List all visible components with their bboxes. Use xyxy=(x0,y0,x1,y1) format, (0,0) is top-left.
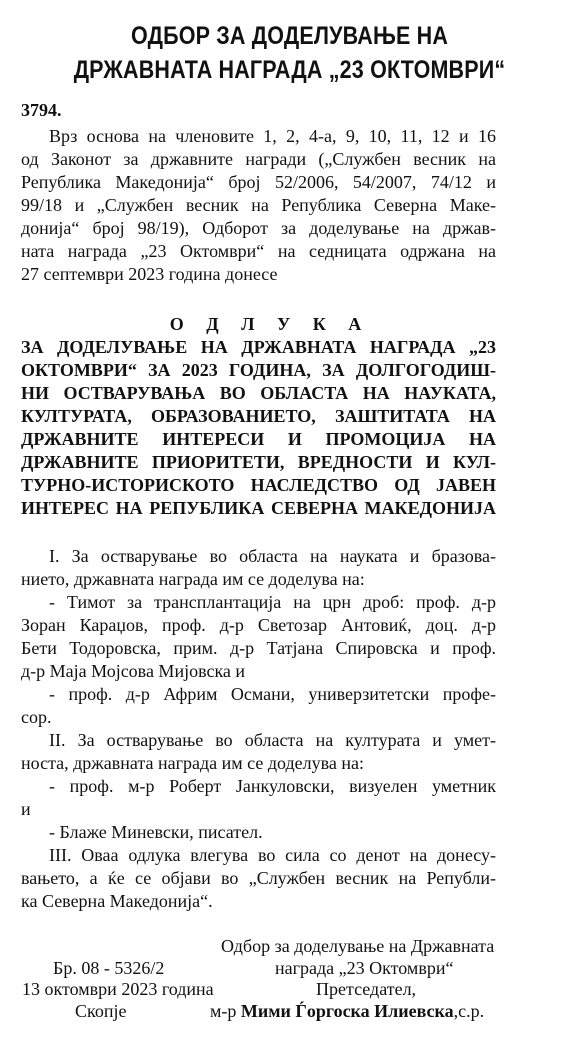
preamble-line-2: од Законот за државните награди („Службен весник на xyxy=(21,149,496,169)
decision-heading-line-3: НИ ОСТВАРУВАЊА ВО ОБЛАСТА НА НАУКАТА, xyxy=(21,383,496,403)
decision-heading-line-7: ТУРНО-ИСТОРИСКОТО НАСЛЕДСТВО ОД ЈАВЕН xyxy=(21,475,496,495)
decision-heading-line-4: КУЛТУРАТА, ОБРАЗОВАНИЕТО, ЗАШТИТАТА НА xyxy=(21,406,496,426)
section-2-line-2: носта, државната награда им се доделува на: xyxy=(21,753,364,773)
signature-role: Претседател, xyxy=(316,979,417,999)
section-3-line-3: ка Северна Македонија“. xyxy=(21,891,213,911)
section-2-line-1: II. За остварување во областа на културата и умет- xyxy=(49,730,496,750)
header-line-1: ОДБОР ЗА ДОДЕЛУВАЊЕ НА xyxy=(130,22,449,50)
signature-place: Скопје xyxy=(75,1001,127,1021)
signature-org-line-1: Одбор за доделување на Државната xyxy=(221,936,495,956)
section-1-item-2-line-2: сор. xyxy=(21,707,52,727)
document-number: 3794. xyxy=(21,100,62,120)
reference-number: Бр. 08 - 5326/2 xyxy=(53,958,165,978)
signer-name: Мими Ѓоргоска Илиевска xyxy=(240,1001,454,1021)
preamble-line-3: Република Македонија“ број 52/2006, 54/2007, 74/12 и xyxy=(21,172,496,192)
section-3-line-2: вањето, а ќе се објави во „Службен весник на Републи- xyxy=(21,868,496,888)
section-1-line-1: I. За остварување во областа на науката и бразова- xyxy=(49,546,496,566)
section-2-item-1-line-1: - проф. м-р Роберт Јанкуловски, визуелен уметник xyxy=(49,776,496,796)
decision-title: О Д Л У К А xyxy=(169,314,371,334)
header-line-2: ДРЖАВНАТА НАГРАДА „23 ОКТОМВРИ“ xyxy=(73,56,506,84)
section-1-item-1-line-4: д-р Маја Мојсова Мијовска и xyxy=(21,661,246,681)
section-1-item-2-line-1: - проф. д-р Африм Османи, универзитетски профе- xyxy=(49,684,496,704)
preamble-line-4: 99/18 и „Службен весник на Република Северна Маке- xyxy=(21,195,496,215)
signature-org-line-2: награда „23 Октомври“ xyxy=(275,958,454,978)
section-2-item-1-line-2: и xyxy=(21,799,31,819)
preamble-line-6: ната награда „23 Октомври“ на седницата одржана на xyxy=(21,241,496,261)
decision-heading-line-1: ЗА ДОДЕЛУВАЊЕ НА ДРЖАВНАТА НАГРАДА „23 xyxy=(21,337,496,357)
section-1-item-1-line-3: Бети Тодоровска, прим. д-р Татјана Спировска и проф. xyxy=(21,638,496,658)
section-1-line-2: нието, државната награда им се доделува на: xyxy=(21,569,365,589)
section-3-line-1: III. Оваа одлука влегува во сила со денот на донесу- xyxy=(49,845,496,865)
signature-signer xyxy=(210,1001,484,1022)
decision-heading-line-2: ОКТОМВРИ“ ЗА 2023 ГОДИНА, ЗА ДОЛГОГОДИШ- xyxy=(21,360,496,380)
section-1-item-1-line-1: - Тимот за трансплантација на црн дроб: проф. д-р xyxy=(49,592,496,612)
signer-suffix: ,с.р. xyxy=(453,1001,485,1021)
section-1-item-1-line-2: Зоран Караџов, проф. д-р Светозар Антовиќ, доц. д-р xyxy=(21,615,496,635)
preamble-line-1: Врз основа на членовите 1, 2, 4-а, 9, 10, 11, 12 и 16 xyxy=(49,126,496,146)
preamble-line-5: донија“ број 98/19), Одборот за доделување на држав- xyxy=(21,218,496,238)
decision-heading-line-5: ДРЖАВНИТЕ ИНТЕРЕСИ И ПРОМОЦИЈА НА xyxy=(21,429,496,449)
decision-heading-line-8: ИНТЕРЕС НА РЕПУБЛИКА СЕВЕРНА МАКЕДОНИЈА xyxy=(21,498,496,518)
signature-date: 13 октомври 2023 година xyxy=(22,979,214,999)
preamble-line-7: 27 септември 2023 година донесе xyxy=(21,264,278,284)
signer-title-prefix: м-р xyxy=(210,1001,237,1021)
section-2-item-2: - Блаже Миневски, писател. xyxy=(49,822,263,842)
decision-heading-line-6: ДРЖАВНИТЕ ПРИОРИТЕТИ, ВРЕДНОСТИ И КУЛ- xyxy=(21,452,496,472)
